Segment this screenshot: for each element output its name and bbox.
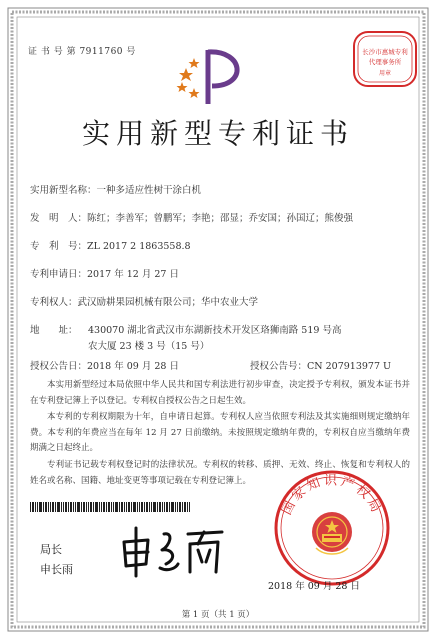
director-name: 申长雨 — [40, 563, 73, 576]
svg-text:代理事务所: 代理事务所 — [368, 58, 402, 66]
paragraph-term: 本专利的专利权期限为十年，自申请日起算。专利权人应当依照专利法及其实施细则规定缴纳年费。本专利的年费应当在每年 12 月 27 日前缴纳。未按照规定缴纳年费的，专利权自应当缴纳年费期满之日起终止。 — [30, 412, 410, 453]
svg-text:国家知识产权局: 国家知识产权局 — [279, 473, 385, 518]
signature-icon — [118, 520, 228, 580]
field-application-date: 专利申请日：2017 年 12 月 27 日 — [30, 269, 179, 280]
page-number: 第 1 页（共 1 页） — [181, 610, 255, 620]
barcode-icon — [30, 502, 190, 512]
field-patent-number: 专 利 号：ZL 2017 2 1863558.8 — [30, 241, 191, 252]
field-patentee: 专利权人：武汉励耕果园机械有限公司；华中农业大学 — [30, 297, 259, 308]
field-address-line2: 农大厦 23 楼 3 号（15 号） — [88, 341, 210, 352]
certificate-title: 实用新型专利证书 — [81, 117, 354, 150]
field-announcement-date: 授权公告日：2018 年 09 月 28 日 — [30, 361, 179, 372]
svg-text:长沙市惠城专利: 长沙市惠城专利 — [362, 48, 408, 56]
director-title: 局长 — [40, 543, 62, 556]
field-address-label: 地 址： — [30, 325, 78, 336]
national-seal-icon — [272, 468, 392, 588]
paragraph-status: 专利证书记载专利权登记时的法律状况。专利权的转移、质押、无效、终止、恢复和专利权人的姓名或名称、国籍、地址变更等事项记载在专利登记簿上。 — [30, 460, 410, 486]
field-address-line1: 430070 湖北省武汉市东湖新技术开发区珞狮南路 519 号高 — [88, 325, 342, 336]
field-utility-model-name: 实用新型名称：一种多适应性树干涂白机 — [30, 185, 202, 196]
cnipa-logo-icon — [172, 46, 254, 108]
paragraph-grant: 本实用新型经过本局依照中华人民共和国专利法进行初步审查，决定授予专利权，颁发本证书并在专利登记簿上予以登记。专利权自授权公告之日起生效。 — [30, 380, 410, 406]
agency-seal-icon — [350, 28, 420, 90]
certificate-number: 证 书 号 第 7911760 号 — [28, 47, 136, 57]
field-inventors: 发 明 人：陈红；李善军；曾鹏军；李艳；邵显；乔安国；孙国辽；熊俊强 — [30, 213, 354, 224]
field-announcement-number: 授权公告号：CN 207913977 U — [250, 361, 392, 372]
svg-text:用章: 用章 — [378, 70, 392, 77]
seal-date: 2018 年 09 月 28 日 — [268, 581, 360, 592]
